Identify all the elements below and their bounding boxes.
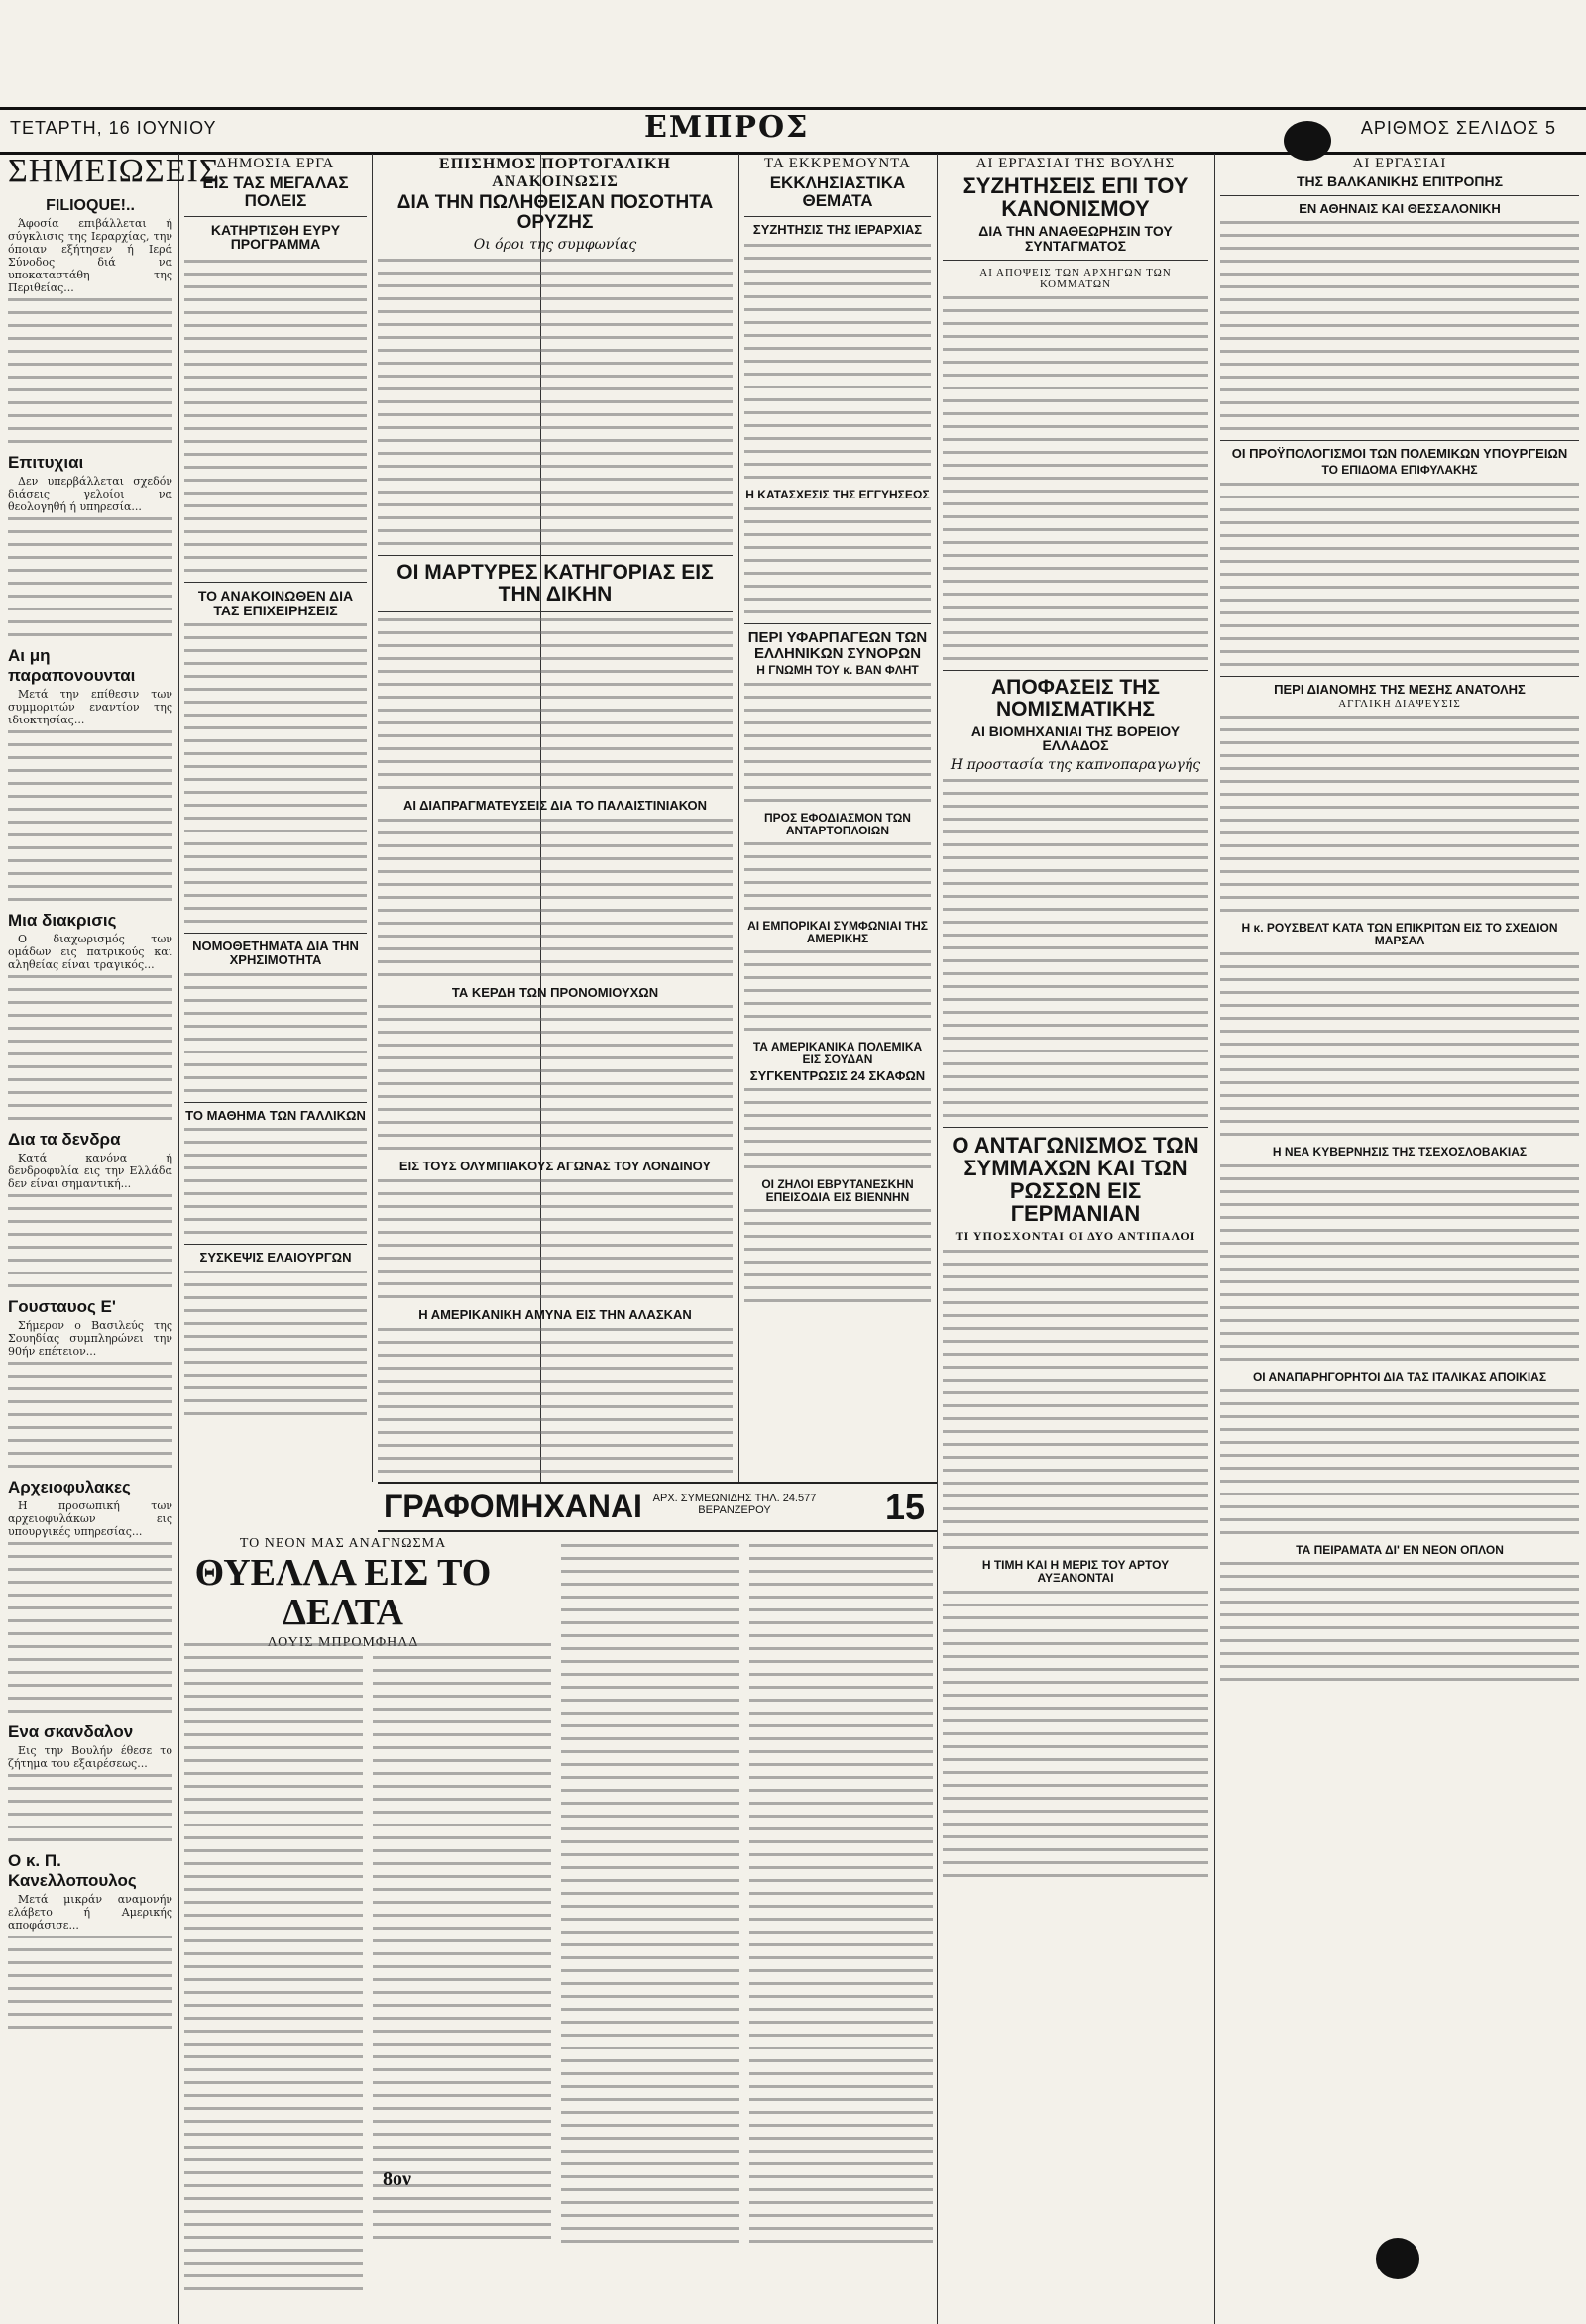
notes-lead: Άφοσία επιβάλλεται ή σύγκλισις της Ιεραρχίας, την όποιαν εξήτησεν ή Ιερά Σύνοδος διά να υποκαταστάθη της Περιθείας... — [8, 216, 172, 294]
article-title: ΟΙ ΜΑΡΤΥΡΕΣ ΚΑΤΗΓΟΡΙΑΣ ΕΙΣ ΤΗΝ ΔΙΚΗΝ — [396, 560, 714, 606]
section-heading: Μια διακρισις — [8, 910, 117, 930]
article-title: Η ΑΜΕΡΙΚΑΝΙΚΗ ΑΜΥΝΑ ΕΙΣ ΤΗΝ ΑΛΑΣΚΑΝ — [418, 1306, 692, 1322]
article-title: ΠΡΟΣ ΕΦΟΔΙΑΣΜΟΝ ΤΩΝ ΑΝΤΑΡΤΟΠΛΟΙΩΝ — [764, 811, 911, 837]
article-title: ΠΕΡΙ ΔΙΑΝΟΜΗΣ ΤΗΣ ΜΕΣΗΣ ΑΝΑΤΟΛΗΣ — [1274, 681, 1526, 697]
article-title: Η ΝΕΑ ΚΥΒΕΡΝΗΣΙΣ ΤΗΣ ΤΣΕΧΟΣΛΟΒΑΚΙΑΣ — [1272, 1145, 1528, 1160]
ad-rule — [378, 1482, 937, 1484]
article-title: ΟΙ ΠΡΟΫΠΟΛΟΓΙΣΜΟΙ ΤΩΝ ΠΟΛΕΜΙΚΩΝ ΥΠΟΥΡΓΕΙΩΝ — [1231, 446, 1568, 462]
article-title: ΤΟ ΑΝΑΚΟΙΝΩΘΕΝ ΔΙΑ ΤΑΣ ΕΠΙΧΕΙΡΗΣΕΙΣ — [197, 588, 354, 618]
article-title: ΕΚΚΛΗΣΙΑΣΤΙΚΑ ΘΕΜΑΤΑ — [769, 173, 906, 210]
masthead — [0, 107, 1586, 155]
section-text: Εις την Βουλήν έθεσε το ζήτημα του εξαιρέσεως... — [8, 1743, 172, 1770]
notes-subtitle: FILIOQUE!.. — [46, 196, 135, 214]
column-rice-deal — [378, 154, 733, 1477]
column-divider — [738, 154, 739, 1482]
section-text: Σήμερον ο Βασιλεύς της Σουηδίας συμπληρώνει την 90ήν επέτειον... — [8, 1318, 172, 1358]
article-title: ΕΙΣ ΤΑΣ ΜΕΓΑΛΑΣ ΠΟΛΕΙΣ — [202, 173, 349, 210]
column-public-works — [184, 154, 367, 1477]
column-divider — [178, 154, 179, 2324]
article-kicker: ΑΙ ΕΡΓΑΣΙΑΙ ΤΗΣ ΒΟΥΛΗΣ — [975, 156, 1176, 171]
ink-blot — [1284, 121, 1331, 161]
column-divider — [372, 154, 373, 1482]
article-title: ΣΥΣΚΕΨΙΣ ΕΛΑΙΟΥΡΓΩΝ — [199, 1250, 352, 1266]
section-text: Κατά κανόνα ή δενδροφυλία εις την Ελλάδα δεν είναι σημαντική... — [8, 1151, 172, 1190]
article-subtitle: ΣΥΖΗΤΗΣΙΣ ΤΗΣ ΙΕΡΑΡΧΙΑΣ — [752, 221, 923, 237]
article-kicker: ΤΑ ΕΚΚΡΕΜΟΥΝΤΑ — [764, 156, 911, 171]
article-subtitle: ΕΝ ΑΘΗΝΑΙΣ ΚΑΙ ΘΕΣΣΑΛΟΝΙΚΗ — [1299, 200, 1501, 216]
article-subtitle: ΑΙ ΒΙΟΜΗΧΑΝΙΑΙ ΤΗΣ ΒΟΡΕΙΟΥ ΕΛΛΑΔΟΣ — [970, 722, 1181, 754]
section-text: Μετά μικράν αναμονήν ελάβετο ή Αμερικής αποφάσισε... — [8, 1892, 172, 1932]
notes-title: ΣΗΜΕΙΩΣΕΙΣ — [8, 153, 220, 189]
section-heading: Ο κ. Π. Κανελλοπουλος — [8, 1850, 137, 1890]
article-subtitle: Η προστασία της καπνοπαραγωγής — [950, 757, 1201, 774]
page-number: ΑΡΙΘΜΟΣ ΣΕΛΙΔΟΣ 5 — [1360, 118, 1556, 138]
article-title: ΑΙ ΕΜΠΟΡΙΚΑΙ ΣΥΜΦΩΝΙΑΙ ΤΗΣ ΑΜΕΡΙΚΗΣ — [747, 919, 928, 945]
article-title: ΤΗΣ ΒΑΛΚΑΝΙΚΗΣ ΕΠΙΤΡΟΠΗΣ — [1297, 173, 1503, 189]
article-title: ΟΙ ΑΝΑΠΑΡΗΓΟΡΗΤΟΙ ΔΙΑ ΤΑΣ ΙΤΑΛΙΚΑΣ ΑΠΟΙΚΙΑΣ — [1252, 1369, 1547, 1383]
column-notes — [8, 153, 220, 2314]
article-title: ΤΟ ΜΑΘΗΜΑ ΤΩΝ ΓΑΛΛΙΚΩΝ — [185, 1107, 366, 1123]
article-subtitle: ΚΑΤΗΡΤΙΣΘΗ ΕΥΡΥ ΠΡΟΓΡΑΜΜΑ — [210, 221, 341, 253]
article-title: Η κ. ΡΟΥΣΒΕΛΤ ΚΑΤΑ ΤΩΝ ΕΠΙΚΡΙΤΩΝ ΕΙΣ ΤΟ ΣΧΕΔΙΟΝ ΜΑΡΣΑΛ — [1241, 921, 1558, 947]
section-heading: Ενα σκανδαλον — [8, 1721, 134, 1741]
article-title: ΝΟΜΟΘΕΤΗΜΑΤΑ ΔΙΑ ΤΗΝ ΧΡΗΣΙΜΟΤΗΤΑ — [192, 939, 359, 968]
serial-title: ΘΥΕΛΛΑ ΕΙΣ ΤΟ ΔΕΛΤΑ — [194, 1552, 492, 1633]
article-title: ΤΑ ΚΕΡΔΗ ΤΩΝ ΠΡΟΝΟΜΙΟΥΧΩΝ — [451, 984, 659, 1000]
section-heading: Αι μη παραπονουνται — [8, 645, 136, 685]
article-kicker: ΔΗΜΟΣΙΑ ΕΡΓΑ — [216, 156, 335, 171]
section-heading: Δια τα δενδρα — [8, 1129, 121, 1149]
section-heading: Γουσταυος Ε' — [8, 1296, 116, 1316]
article-subtitle: ΑΓΓΛΙΚΗ ΔΙΑΨΕΥΣΙΣ — [1338, 698, 1461, 711]
article-title: ΠΕΡΙ ΥΦΑΡΠΑΓΕΩΝ ΤΩΝ ΕΛΛΗΝΙΚΩΝ ΣΥΝΟΡΩΝ — [747, 628, 928, 662]
article-title: Η ΤΙΜΗ ΚΑΙ Η ΜΕΡΙΣ ΤΟΥ ΑΡΤΟΥ ΑΥΞΑΝΟΝΤΑΙ — [981, 1558, 1170, 1585]
section-heading: Αρχειοφυλακες — [8, 1477, 131, 1496]
section-text: Μετά την επίθεσιν των συμμοριτών εναντίον της ιδιοκτησίας... — [8, 687, 172, 726]
article-title: ΟΙ ΖΗΛΟΙ ΕΒΡΥΤΑΝΕΣΚΗΝ ΕΠΕΙΣΟΔΙΑ ΕΙΣ ΒΙΕΝΝΗΝ — [761, 1177, 914, 1204]
newspaper-name: ΕΜΠΡΟΣ — [644, 110, 810, 145]
article-title: ΤΑ ΠΕΙΡΑΜΑΤΑ ΔΙ' ΕΝ ΝΕΟΝ ΟΠΛΟΝ — [1296, 1542, 1504, 1557]
article-kicker: ΕΠΙΣΗΜΟΣ ΠΟΡΤΟΓΑΛΙΚΗ ΑΝΑΚΟΙΝΩΣΙΣ — [439, 156, 671, 190]
section-text: Ο διαχωρισμός των ομάδων εις πατρικούς και αληθείας είναι τραγικός... — [8, 932, 172, 971]
column-balkan — [1220, 154, 1579, 2314]
article-subtitle: ΤΟ ΕΠΙΔΟΜΑ ΕΠΙΦΥΛΑΚΗΣ — [1321, 462, 1478, 477]
article-subtitle: Οι όροι της συμφωνίας — [473, 236, 637, 253]
section-text: Η προσωπική των αρχειοφυλάκων εις υπουργικές υπηρεσίας... — [8, 1498, 172, 1538]
column-divider — [1214, 154, 1215, 2324]
column-parliament — [943, 154, 1208, 2314]
article-title: ΑΠΟΦΑΣΕΙΣ ΤΗΣ ΝΟΜΙΣΜΑΤΙΚΗΣ — [991, 675, 1160, 720]
article-title: Η ΚΑΤΑΣΧΕΣΙΣ ΤΗΣ ΕΓΓΥΗΣΕΩΣ — [745, 488, 930, 502]
article-byline: ΑΙ ΑΠΟΨΕΙΣ ΤΩΝ ΑΡΧΗΓΩΝ ΤΩΝ ΚΟΜΜΑΤΩΝ — [979, 266, 1172, 290]
article-kicker: ΑΙ ΕΡΓΑΣΙΑΙ — [1352, 156, 1447, 171]
typewriter-ad — [378, 1487, 937, 1532]
section-heading: Επιτυχιαι — [8, 452, 84, 472]
article-title: ΑΙ ΔΙΑΠΡΑΓΜΑΤΕΥΣΕΙΣ ΔΙΑ ΤΟ ΠΑΛΑΙΣΤΙΝΙΑΚΟΝ — [402, 797, 708, 813]
column-divider — [937, 154, 938, 2324]
article-title: ΣΥΖΗΤΗΣΕΙΣ ΕΠΙ ΤΟΥ ΚΑΝΟΝΙΣΜΟΥ — [963, 173, 1189, 222]
article-title: ΤΑ ΑΜΕΡΙΚΑΝΙΚΑ ΠΟΛΕΜΙΚΑ ΕΙΣ ΣΟΥΔΑΝ — [752, 1040, 923, 1066]
article-subtitle: ΣΥΓΚΕΝΤΡΩΣΙΣ 24 ΣΚΑΦΩΝ — [749, 1067, 926, 1083]
serial-story — [184, 1534, 937, 2307]
article-title: Ο ΑΝΤΑΓΩΝΙΣΜΟΣ ΤΩΝ ΣΥΜΜΑΧΩΝ ΚΑΙ ΤΩΝ ΡΩΣΣΩΝ ΕΙΣ ΓΕΡΜΑΝΙΑΝ — [952, 1133, 1199, 1227]
article-title: ΔΙΑ ΤΗΝ ΠΩΛΗΘΕΙΣΑΝ ΠΟΣΟΤΗΤΑ ΟΡΥΖΗΣ — [396, 192, 714, 233]
issue-date: ΤΕΤΑΡΤΗ, 16 ΙΟΥΝΙΟΥ — [10, 118, 217, 138]
article-subtitle: Η ΓΝΩΜΗ ΤΟΥ κ. ΒΑΝ ΦΛΗΤ — [756, 663, 919, 678]
ad-number: 15 — [884, 1487, 925, 1527]
ad-brand: ΓΡΑΦΟΜΗΧΑΝΑΙ — [384, 1489, 642, 1524]
serial-author: ΜΠΡΟΜΦΗΛΔ — [318, 1634, 419, 1650]
article-subtitle: ΔΙΑ ΤΗΝ ΑΝΑΘΕΩΡΗΣΙΝ ΤΟΥ ΣΥΝΤΑΓΜΑΤΟΣ — [978, 223, 1173, 254]
article-title: ΕΙΣ ΤΟΥΣ ΟΛΥΜΠΙΑΚΟΥΣ ΑΓΩΝΑΣ ΤΟΥ ΛΟΝΔΙΝΟΥ — [398, 1159, 712, 1174]
article-subtitle: ΤΙ ΥΠΟΣΧΟΝΤΑΙ ΟΙ ΔΥΟ ΑΝΤΙΠΑΛΟΙ — [955, 1229, 1196, 1244]
ad-address: ΑΡΧ. ΣΥΜΕΩΝΙΔΗΣ ΤΗΛ. 24.577 ΒΕΡΑΝΖΕΡΟΥ — [652, 1493, 817, 1516]
section-text: Δεν υπερβάλλεται σχεδόν διάσεις γελοίοι να θεολογηθή ή υπηρεσία... — [8, 474, 172, 513]
column-church — [744, 154, 931, 1477]
ink-blot — [1376, 2238, 1419, 2279]
serial-episode: 8ον — [383, 2168, 411, 2190]
text-block — [8, 298, 172, 443]
serial-kicker: ΤΟ ΝΕΟΝ ΜΑΣ ΑΝΑΓΝΩΣΜΑ — [239, 1536, 447, 1551]
